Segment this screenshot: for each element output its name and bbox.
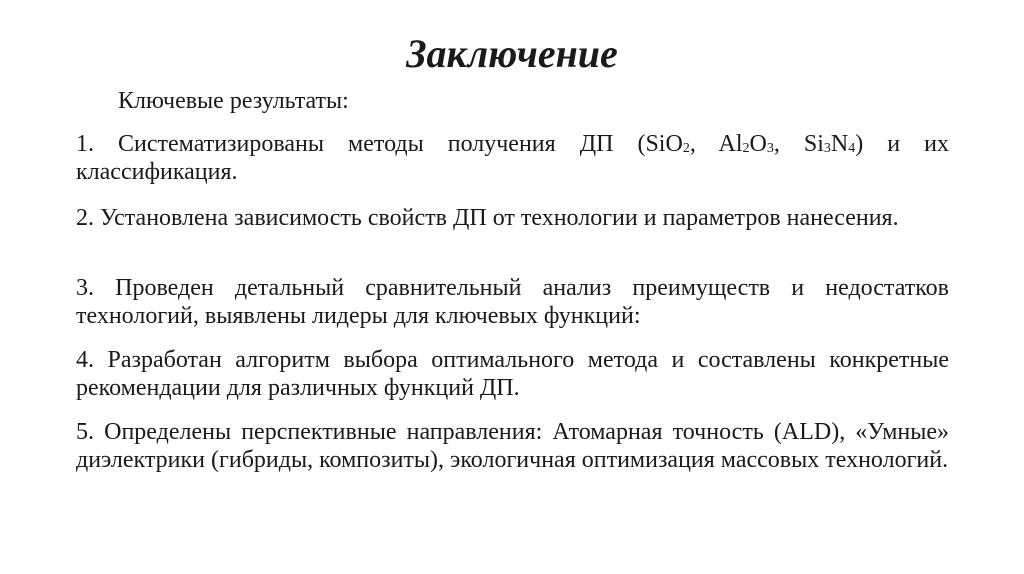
result-item-5: 5. Определены перспективные направления: Атомарная точность (ALD), «Умные» диэлектрики (гибриды, композиты), экологичная оптимизация массовых технологий. [76,419,949,473]
result-item-3: 3. Проведен детальный сравнительный анализ преимуществ и недостатков технологий, выявлены лидеры для ключевых функций: [76,275,949,329]
formula-sio2: SiO$_2$ [645,131,690,157]
item-1-prefix: 1. Систематизированы методы получения ДП ( [76,131,646,157]
result-item-1: 1. Систематизированы методы получения ДП (SiO$_2$, $Al_2O_3$, $Si_3N_4$) и их классификация. [76,131,950,185]
formula-al2o3: $Al_2O_3$ [718,131,774,157]
result-item-4: 4. Разработан алгоритм выбора оптимального метода и составлены конкретные рекомендации для различных функций ДП. [76,347,949,401]
result-item-2: 2. Установлена зависимость свойств ДП от технологии и параметров нанесения. [76,205,899,231]
slide-subtitle: Ключевые результаты: [118,88,349,114]
slide-title: Заключение [406,31,618,76]
item-1-suffix: ) и их классификация. [76,131,950,185]
formula-si3n4: $Si_3N_4$ [803,131,856,157]
